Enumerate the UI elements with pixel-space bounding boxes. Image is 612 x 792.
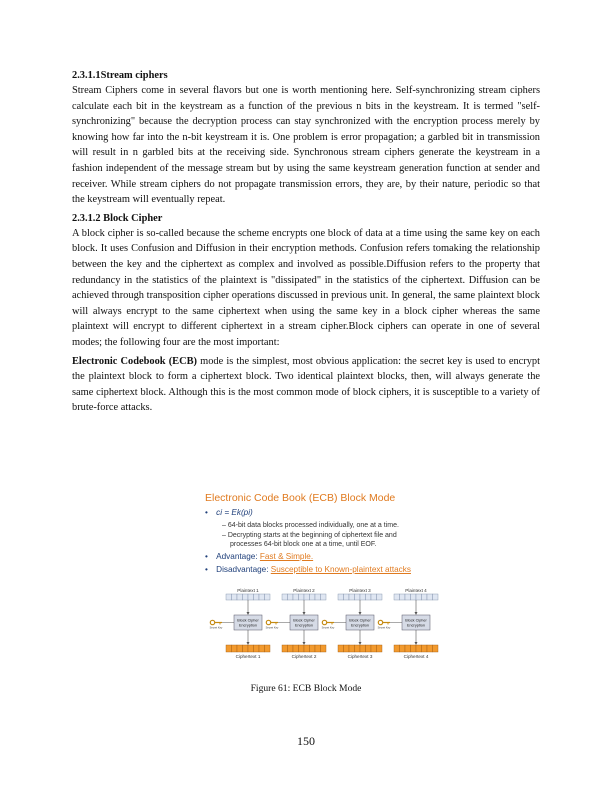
- ecb-term: Electronic Codebook (ECB): [72, 355, 197, 367]
- ciphertext-cell: [288, 645, 294, 652]
- plaintext-label: Plaintext 2: [293, 588, 315, 593]
- ciphertext-cell: [377, 645, 383, 652]
- block-cipher-label: Block Cipher: [237, 618, 259, 623]
- ciphertext-cell: [248, 645, 254, 652]
- ecb-text: mode is the simplest, most obvious application: the secret key is used to encrypt the plaintext block to form a ciphertext block. Two identical plaintext blocks, then, will always generate the same ciphertext block. Although this is the most common mode of block ciphers, it is susceptible to a variety of brute-force attacks.: [72, 355, 540, 414]
- plaintext-cell: [321, 594, 327, 600]
- heading-stream-ciphers: 2.3.1.1Stream ciphers: [72, 70, 168, 81]
- advantage-label: Advantage:: [216, 552, 258, 561]
- heading-block-cipher: 2.3.1.2 Block Cipher: [72, 212, 163, 224]
- block-cipher-box: [234, 615, 262, 630]
- paragraph-block-cipher: A block cipher is so-called because the scheme encrypts one block of data at a time using the same key on each block. It uses Confusion and Diffusion in their encryption methods. Confusion refers tomaking the relationship between the key and the ciphertext as complex and involved as possible.Diffusion refers to the property that redundancy in the statistics of the plaintext is "dissipated" in the statistics of the ciphertext. Diffusion can be achieved through transposition cipher operations discussed in previous unit. In general, the same plaintext block will always encrypt to the same ciphertext when using the same key in a block cipher whereas the same plaintext will encrypt to different ciphertext in a stream cipher.Block ciphers can operate in one of several modes; the following four are the most important:: [72, 227, 540, 348]
- plaintext-cell: [371, 594, 377, 600]
- ciphertext-cell: [315, 645, 321, 652]
- block-cipher-label: Encryption: [239, 623, 257, 628]
- secret-key-label: Secret Key: [265, 626, 279, 630]
- key-icon: [322, 620, 326, 624]
- block-cipher-box: [290, 615, 318, 630]
- plaintext-cell: [248, 594, 254, 600]
- plaintext-cell: [411, 594, 417, 600]
- figure-disadvantage: [205, 565, 411, 574]
- plaintext-label: Plaintext 3: [349, 588, 371, 593]
- arrow-head: [415, 612, 418, 615]
- block-cipher-box: [346, 615, 374, 630]
- ciphertext-cell: [226, 645, 232, 652]
- plaintext-cell: [243, 594, 249, 600]
- arrow-head: [247, 612, 250, 615]
- ecb-diagram: [196, 584, 464, 670]
- block-cipher-label: Encryption: [351, 623, 369, 628]
- block-cipher-label: Block Cipher: [349, 618, 371, 623]
- key-icon: [378, 620, 382, 624]
- block-cipher-label: Encryption: [407, 623, 425, 628]
- formula-text: ci = Ek(pi): [216, 508, 253, 517]
- secret-key-label: Secret Key: [377, 626, 391, 630]
- ciphertext-cell: [282, 645, 288, 652]
- disadvantage-value: Susceptible to Known-plaintext attacks: [270, 565, 411, 574]
- ciphertext-cell: [299, 645, 305, 652]
- secret-key-label: Secret Key: [321, 626, 335, 630]
- plaintext-cell: [427, 594, 433, 600]
- plaintext-cell: [422, 594, 428, 600]
- plaintext-cell: [366, 594, 372, 600]
- ciphertext-cell: [293, 645, 299, 652]
- ciphertext-cell: [321, 645, 327, 652]
- plaintext-cell: [254, 594, 260, 600]
- ciphertext-cell: [433, 645, 439, 652]
- ciphertext-cell: [355, 645, 361, 652]
- arrow-head: [303, 642, 306, 645]
- ciphertext-cell: [265, 645, 271, 652]
- bullet-dot-icon: •: [205, 565, 208, 574]
- plaintext-cell: [282, 594, 288, 600]
- ciphertext-label: Ciphertext 2: [291, 654, 317, 659]
- figure-sub-2a: – Decrypting starts at the beginning of ciphertext file and: [222, 532, 397, 539]
- ciphertext-cell: [349, 645, 355, 652]
- arrow-head: [359, 642, 362, 645]
- plaintext-cell: [304, 594, 310, 600]
- plaintext-cell: [344, 594, 350, 600]
- ciphertext-cell: [366, 645, 372, 652]
- paragraph-stream-ciphers: Stream Ciphers come in several flavors but one is worth mentioning here. Self-synchronizing stream ciphers calculate each bit in the keystream as a function of the previous n bits in the keystream. It is termed "self-synchronizing" because the decryption process can stay synchronized with the encryption process merely by knowing how far into the n-bit keystream it is. One problem is error propagation; a garbled bit in transmission will result in n garbled bits at the receiving side. Synchronous stream ciphers generate the keystream in a fashion independent of the message stream but by using the same keystream generation function at sender and receiver. While stream ciphers do not propagate transmission errors, they are, by their nature, periodic so that the keystream will eventually repeat.: [72, 85, 540, 206]
- body-text: [72, 68, 540, 419]
- disadvantage-label: Disadvantage:: [216, 565, 269, 574]
- ciphertext-cell: [411, 645, 417, 652]
- arrow-head: [303, 612, 306, 615]
- ciphertext-cell: [360, 645, 366, 652]
- plaintext-cell: [310, 594, 316, 600]
- ciphertext-label: Ciphertext 4: [403, 654, 429, 659]
- ciphertext-cell: [400, 645, 406, 652]
- block-cipher-box: [402, 615, 430, 630]
- paragraph-ecb: [72, 354, 540, 416]
- plaintext-cell: [400, 594, 406, 600]
- ciphertext-cell: [405, 645, 411, 652]
- key-icon: [266, 620, 270, 624]
- ciphertext-cell: [254, 645, 260, 652]
- ciphertext-label: Ciphertext 3: [347, 654, 373, 659]
- plaintext-cell: [288, 594, 294, 600]
- block-cipher-label: Block Cipher: [405, 618, 427, 623]
- ciphertext-cell: [394, 645, 400, 652]
- ciphertext-cell: [237, 645, 243, 652]
- plaintext-cell: [232, 594, 238, 600]
- figure-caption: Figure 61: ECB Block Mode: [250, 683, 362, 694]
- ciphertext-cell: [259, 645, 265, 652]
- plaintext-cell: [265, 594, 271, 600]
- plaintext-cell: [338, 594, 344, 600]
- plaintext-cell: [315, 594, 321, 600]
- ciphertext-cell: [416, 645, 422, 652]
- page-number: 150: [297, 734, 315, 748]
- plaintext-cell: [405, 594, 411, 600]
- figure-advantage: [205, 552, 313, 561]
- ciphertext-cell: [232, 645, 238, 652]
- plaintext-label: Plaintext 4: [405, 588, 427, 593]
- ciphertext-cell: [427, 645, 433, 652]
- ciphertext-cell: [338, 645, 344, 652]
- key-icon: [210, 620, 214, 624]
- arrow-head: [247, 642, 250, 645]
- figure-formula: [205, 508, 253, 517]
- advantage-value: Fast & Simple.: [259, 552, 314, 561]
- ciphertext-label: Ciphertext 1: [235, 654, 261, 659]
- ciphertext-cell: [310, 645, 316, 652]
- ciphertext-cell: [304, 645, 310, 652]
- plaintext-cell: [237, 594, 243, 600]
- plaintext-label: Plaintext 1: [237, 588, 259, 593]
- bullet-dot-icon: •: [205, 508, 208, 517]
- ciphertext-cell: [243, 645, 249, 652]
- plaintext-cell: [377, 594, 383, 600]
- plaintext-cell: [355, 594, 361, 600]
- ciphertext-cell: [371, 645, 377, 652]
- bullet-dot-icon: •: [205, 552, 208, 561]
- plaintext-cell: [293, 594, 299, 600]
- plaintext-cell: [259, 594, 265, 600]
- arrow-head: [415, 642, 418, 645]
- figure-sub-1: – 64-bit data blocks processed individually, one at a time.: [222, 522, 399, 529]
- figure-title: Electronic Code Book (ECB) Block Mode: [205, 492, 396, 504]
- ecb-figure: [196, 492, 464, 670]
- plaintext-cell: [349, 594, 355, 600]
- ciphertext-cell: [344, 645, 350, 652]
- plaintext-cell: [226, 594, 232, 600]
- block-cipher-label: Encryption: [295, 623, 313, 628]
- arrow-head: [359, 612, 362, 615]
- block-cipher-label: Block Cipher: [293, 618, 315, 623]
- plaintext-cell: [416, 594, 422, 600]
- figure-sub-2b: processes 64-bit block one at a time, until EOF.: [230, 541, 377, 548]
- plaintext-cell: [433, 594, 439, 600]
- secret-key-label: Secret Key: [209, 626, 223, 630]
- plaintext-cell: [299, 594, 305, 600]
- plaintext-cell: [360, 594, 366, 600]
- plaintext-cell: [394, 594, 400, 600]
- ciphertext-cell: [422, 645, 428, 652]
